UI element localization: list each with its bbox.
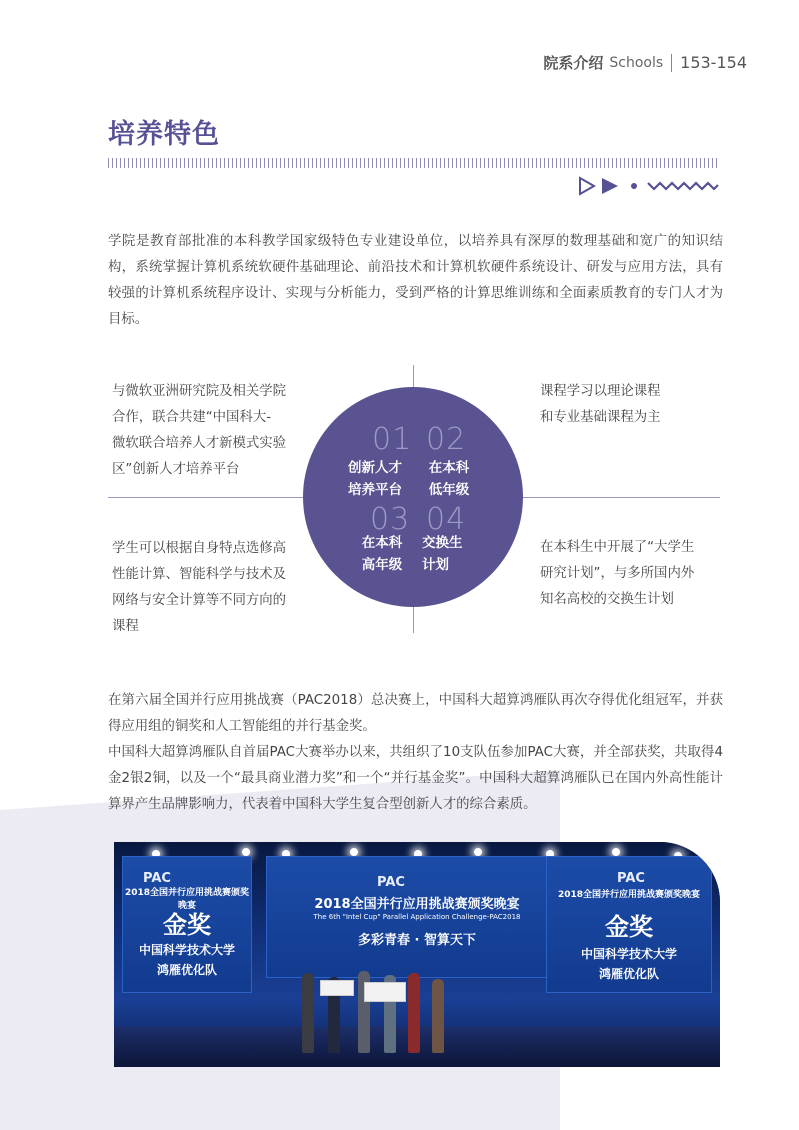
desc-line: 和专业基础课程为主	[540, 410, 661, 425]
stage-light	[612, 848, 620, 856]
desc-line: 在本科生中开展了“大学生	[540, 540, 695, 555]
quadrant-desc-04	[540, 535, 730, 613]
label-line: 在本科	[428, 460, 470, 476]
label-line: 高年级	[361, 557, 403, 573]
quadrant-label-02	[422, 457, 476, 501]
award-certificate	[320, 980, 354, 996]
label-line: 低年级	[428, 482, 470, 498]
left-screen-title: 2018全国并行应用挑战赛颁奖晚宴	[124, 888, 250, 911]
person	[432, 979, 444, 1053]
award-ceremony-photo	[114, 842, 720, 1067]
desc-line: 区”创新人才培养平台	[112, 462, 240, 477]
page-header	[543, 52, 747, 73]
label-line: 培养平台	[348, 482, 402, 498]
person	[302, 973, 314, 1053]
desc-line: 研究计划”，与多所国内外	[540, 566, 695, 581]
page-title: 培养特色	[108, 119, 220, 150]
label-line: 交换生	[422, 535, 463, 551]
quadrant-label-01	[343, 457, 407, 501]
intro-paragraph: 学院是教育部批准的本科教学国家级特色专业建设单位，以培养具有深厚的数理基础和宽广的知识结构，系统掌握计算机系统软硬件基础理论、前沿技术和计算机软硬件系统设计、研发与应用方法，具有较强的计算机系统程序设计、实现与分析能力，受到严格的计算思维训练和全面素质教育的专门人才为目标。	[108, 234, 723, 327]
stage-light	[350, 848, 358, 856]
left-screen-logo: PAC	[143, 871, 171, 886]
pac-paragraph-2: 中国科大超算鸿雁队自首届PAC大赛举办以来，共组织了10支队伍参加PAC大赛，并全部获奖，共取得4金2银2铜，以及一个“最具商业潜力奖”和一个“并行基金奖”。中国科大超算鸿雁队已在国内外高性能计算界产生品牌影响力，代表着中国科大学生复合型创新人才的综合素质。	[108, 745, 723, 812]
label-line: 在本科	[361, 535, 403, 551]
desc-line: 网络与安全计算等不同方向的	[112, 593, 287, 608]
right-screen-school: 中国科学技术大学	[580, 947, 677, 961]
quadrant-label-04	[422, 532, 476, 576]
quadrant-number-04: 04	[426, 502, 467, 537]
desc-line: 微软联合培养人才新模式实验	[112, 436, 287, 451]
section-name-en: Schools	[609, 54, 664, 71]
desc-line: 合作，联合共建“中国科大-	[112, 410, 272, 425]
header-divider	[671, 54, 672, 72]
desc-line: 与微软亚洲研究院及相关学院	[112, 384, 287, 399]
quadrant-number-01: 01	[372, 422, 413, 457]
center-screen-slogan: 多彩青春 · 智算天下	[358, 933, 476, 948]
center-screen-subtitle: The 6th "Intel Cup" Parallel Application Challenge-PAC2018	[313, 913, 521, 921]
label-line: 创新人才	[348, 460, 402, 476]
title-ruler	[108, 158, 720, 168]
left-screen-award: 金奖	[163, 911, 211, 939]
desc-line: 性能计算、智能科学与技术及	[112, 567, 287, 582]
desc-line: 课程	[112, 619, 139, 634]
desc-line: 学生可以根据自身特点选修高	[112, 541, 287, 556]
stage-light	[474, 848, 482, 856]
person	[408, 973, 420, 1053]
quadrant-desc-03	[112, 536, 312, 640]
right-screen-award: 金奖	[605, 913, 653, 941]
left-screen-school: 中国科学技术大学	[138, 943, 235, 957]
right-screen-team: 鸿雁优化队	[598, 967, 659, 981]
quadrant-number-03: 03	[370, 502, 411, 537]
center-screen	[266, 856, 568, 978]
right-screen-title: 2018全国并行应用挑战赛颁奖晚宴	[557, 890, 701, 900]
pac-paragraph-1: 在第六届全国并行应用挑战赛（PAC2018）总决赛上，中国科大超算鸿雁队再次夺得优化组冠军，并获得应用组的铜奖和人工智能组的并行基金奖。	[108, 693, 723, 734]
center-circle	[303, 387, 523, 607]
quadrant-label-03	[355, 532, 409, 576]
desc-line: 课程学习以理论课程	[540, 384, 661, 399]
decorative-arrows-icon	[578, 175, 720, 197]
page-numbers: 153-154	[680, 53, 747, 72]
stage-light	[242, 848, 250, 856]
left-screen	[122, 856, 252, 993]
left-screen-team: 鸿雁优化队	[156, 963, 217, 977]
quadrant-number-02: 02	[426, 422, 467, 457]
right-screen	[546, 856, 712, 993]
right-screen-logo: PAC	[617, 871, 645, 886]
center-screen-title: 2018全国并行应用挑战赛颁奖晚宴	[314, 897, 520, 912]
center-screen-logo: PAC	[377, 875, 405, 890]
quadrant-desc-02	[540, 379, 720, 431]
desc-line: 知名高校的交换生计划	[540, 592, 674, 607]
section-name: 院系介绍	[543, 54, 604, 72]
award-certificate	[364, 982, 406, 1002]
quadrant-desc-01	[112, 379, 312, 483]
label-line: 计划	[422, 557, 449, 573]
